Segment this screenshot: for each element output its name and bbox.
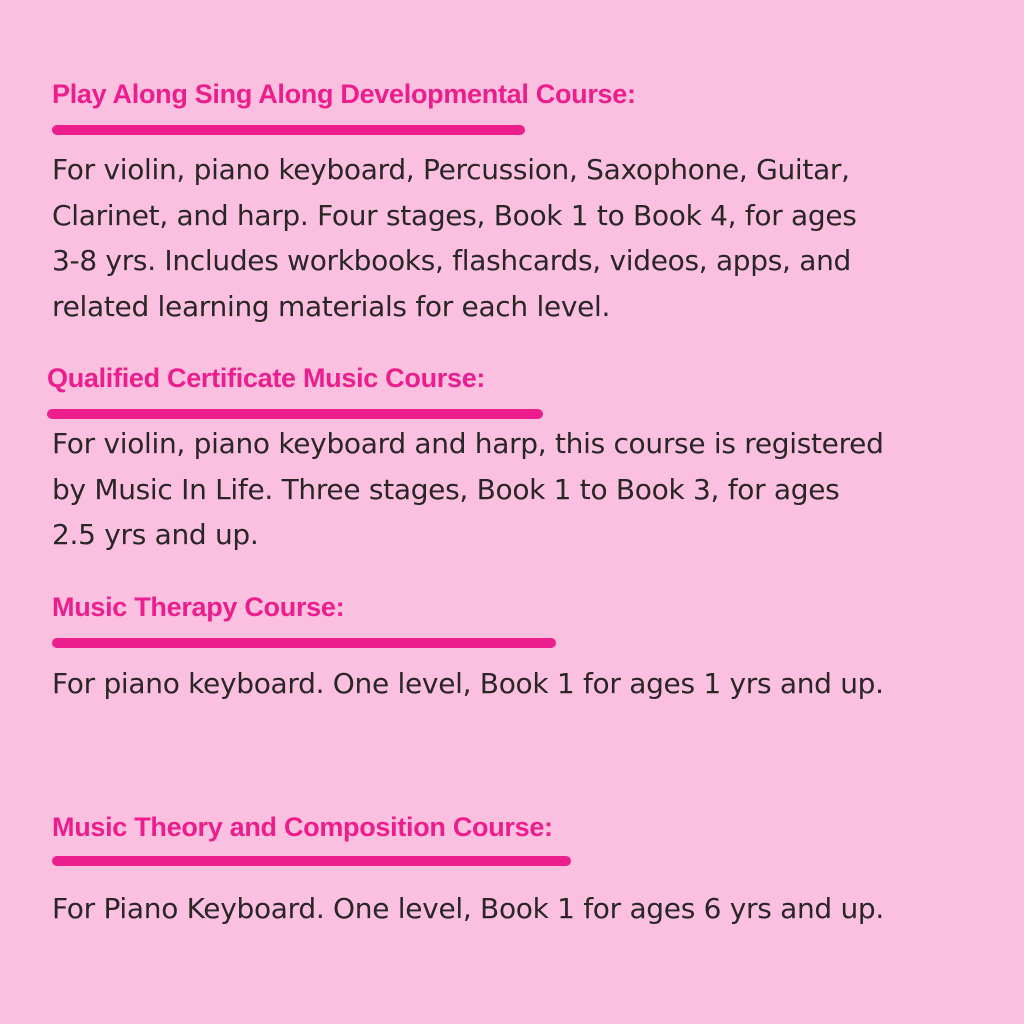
course-description bbox=[52, 421, 992, 558]
description-line: Clarinet, and harp. Four stages, Book 1 to Book 4, for ages bbox=[52, 198, 857, 232]
description-line: by Music In Life. Three stages, Book 1 to Book 3, for ages bbox=[52, 472, 840, 506]
course-title: Qualified Certificate Music Course: bbox=[47, 363, 486, 393]
title-underline bbox=[52, 856, 571, 866]
course-description bbox=[52, 147, 992, 329]
description-line: For Piano Keyboard. One level, Book 1 for ages 6 yrs and up. bbox=[52, 892, 884, 925]
description-line: For piano keyboard. One level, Book 1 for ages 1 yrs and up. bbox=[52, 667, 884, 700]
course-title: Music Theory and Composition Course: bbox=[52, 812, 553, 842]
title-underline bbox=[52, 638, 556, 648]
course-description bbox=[52, 886, 992, 932]
description-line: related learning materials for each level. bbox=[52, 289, 611, 323]
course-title: Play Along Sing Along Developmental Course: bbox=[52, 79, 636, 109]
title-underline bbox=[47, 409, 543, 419]
course-title: Music Therapy Course: bbox=[52, 592, 345, 622]
course-description bbox=[52, 661, 992, 707]
description-line: 3-8 yrs. Includes workbooks, flashcards, videos, apps, and bbox=[52, 244, 852, 277]
description-line: For violin, piano keyboard, Percussion, Saxophone, Guitar, bbox=[52, 153, 850, 186]
description-line: 2.5 yrs and up. bbox=[52, 518, 259, 551]
title-underline bbox=[52, 125, 525, 135]
description-line: For violin, piano keyboard and harp, this course is registered bbox=[52, 427, 884, 460]
